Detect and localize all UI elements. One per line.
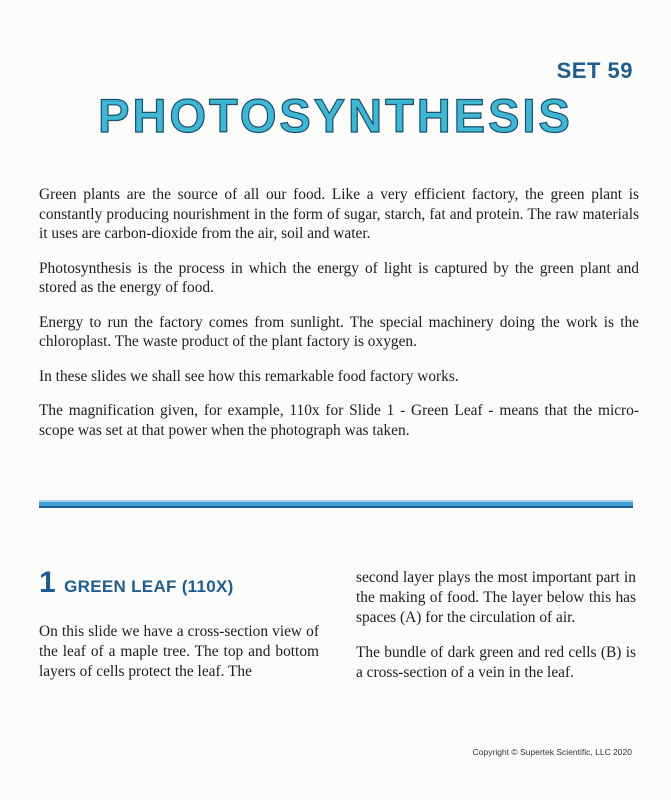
intro-paragraph: Photosynthesis is the process in which the energy of light is captured by the green plant and stored as the energy of food. [39, 259, 639, 296]
intro-paragraph: Energy to run the factory comes from sunlight. The special machinery doing the work is the chloroplast. The waste product of the plant factory is oxygen. [39, 313, 639, 350]
slide-text-left-column [39, 622, 319, 697]
intro-paragraph: The magnification given, for example, 110x for Slide 1 - Green Leaf - means that the micro-scope was set at that power when the photograph was taken. [39, 402, 639, 439]
copyright-notice: Copyright © Supertek Scientific, LLC 2020 [472, 747, 632, 757]
set-number-label: SET 59 [556, 58, 633, 83]
slide-paragraph: second layer plays the most important part in the making of food. The layer below this has spaces (A) for the circulation of air. [356, 569, 636, 626]
slide-paragraph: On this slide we have a cross-section view of the leaf of a maple tree. The top and bottom layers of cells protect the leaf. The [39, 623, 319, 680]
slide-text-right-column [356, 568, 636, 698]
intro-section [39, 185, 639, 455]
slide-heading [39, 566, 234, 600]
intro-paragraph: In these slides we shall see how this remarkable food factory works. [39, 367, 459, 385]
section-divider [39, 500, 633, 508]
slide-number: 1 [39, 566, 56, 599]
slide-paragraph: The bundle of dark green and red cells (B) is a cross-section of a vein in the leaf. [356, 644, 636, 681]
page-title: PHOTOSYNTHESIS [98, 89, 573, 142]
slide-title: GREEN LEAF (110X) [64, 577, 234, 596]
intro-paragraph: Green plants are the source of all our food. Like a very efficient factory, the green plant is constantly producing nourishment in the form of sugar, starch, fat and protein. The raw materials it uses are carbon-dioxide from the air, soil and water. [39, 186, 639, 242]
